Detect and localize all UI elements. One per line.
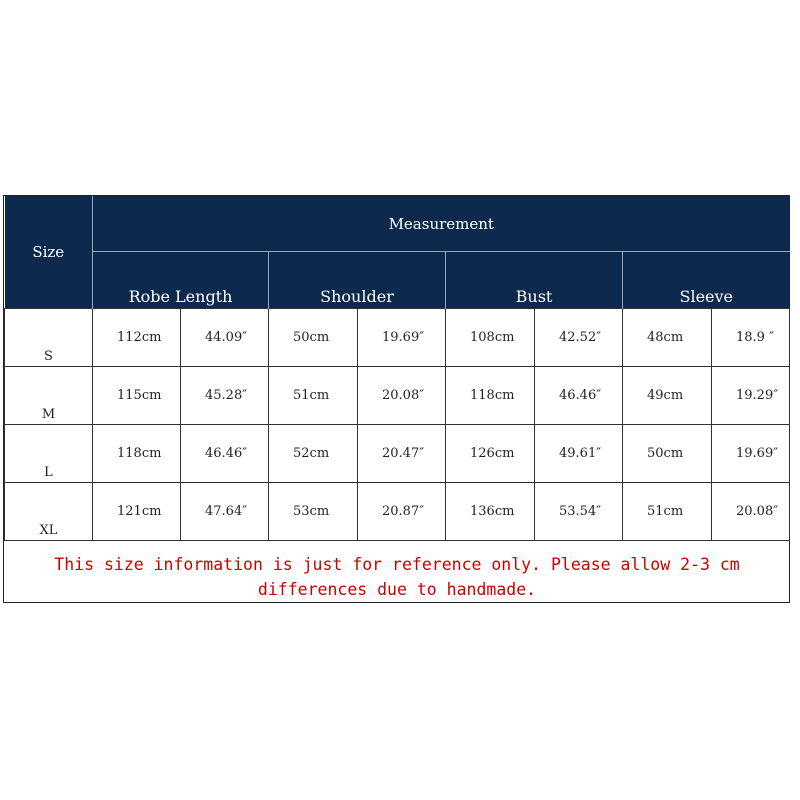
shoulder-cm: 53cm [269, 483, 358, 541]
sleeve-cm: 48cm [623, 309, 712, 367]
bust-cm: 118cm [446, 367, 535, 425]
sleeve-in: 19.69″ [712, 425, 790, 483]
sleeve-cm: 49cm [623, 367, 712, 425]
bust-in: 46.46″ [535, 367, 623, 425]
bust-in: 42.52″ [535, 309, 623, 367]
bust-cm: 108cm [446, 309, 535, 367]
table-row [5, 309, 790, 367]
robe-length-cm: 121cm [93, 483, 181, 541]
size-cell: XL [5, 483, 93, 541]
size-cell: M [5, 367, 93, 425]
shoulder-cm: 51cm [269, 367, 358, 425]
robe-length-header: Robe Length [93, 252, 269, 309]
table-row [5, 425, 790, 483]
table-row [5, 483, 790, 541]
shoulder-header: Shoulder [269, 252, 446, 309]
sleeve-in: 18.9 ″ [712, 309, 790, 367]
shoulder-cm: 52cm [269, 425, 358, 483]
robe-length-in: 44.09″ [181, 309, 269, 367]
sleeve-header: Sleeve [623, 252, 790, 309]
robe-length-in: 45.28″ [181, 367, 269, 425]
sleeve-in: 19.29″ [712, 367, 790, 425]
bust-cm: 126cm [446, 425, 535, 483]
bust-header: Bust [446, 252, 623, 309]
size-table [4, 196, 790, 612]
size-header: Size [5, 196, 93, 309]
sleeve-cm: 50cm [623, 425, 712, 483]
table-row [5, 367, 790, 425]
bust-in: 49.61″ [535, 425, 623, 483]
shoulder-cm: 50cm [269, 309, 358, 367]
bust-in: 53.54″ [535, 483, 623, 541]
sleeve-in: 20.08″ [712, 483, 790, 541]
shoulder-in: 20.87″ [358, 483, 446, 541]
size-cell: L [5, 425, 93, 483]
shoulder-in: 20.47″ [358, 425, 446, 483]
robe-length-cm: 115cm [93, 367, 181, 425]
shoulder-in: 19.69″ [358, 309, 446, 367]
bust-cm: 136cm [446, 483, 535, 541]
robe-length-cm: 118cm [93, 425, 181, 483]
size-cell: S [5, 309, 93, 367]
measurement-header: Measurement [93, 196, 790, 252]
size-chart [3, 195, 790, 603]
sleeve-cm: 51cm [623, 483, 712, 541]
size-disclaimer-note: This size information is just for reference only. Please allow 2-3 cm differences due to handmade. [5, 541, 790, 613]
shoulder-in: 20.08″ [358, 367, 446, 425]
robe-length-cm: 112cm [93, 309, 181, 367]
robe-length-in: 46.46″ [181, 425, 269, 483]
robe-length-in: 47.64″ [181, 483, 269, 541]
